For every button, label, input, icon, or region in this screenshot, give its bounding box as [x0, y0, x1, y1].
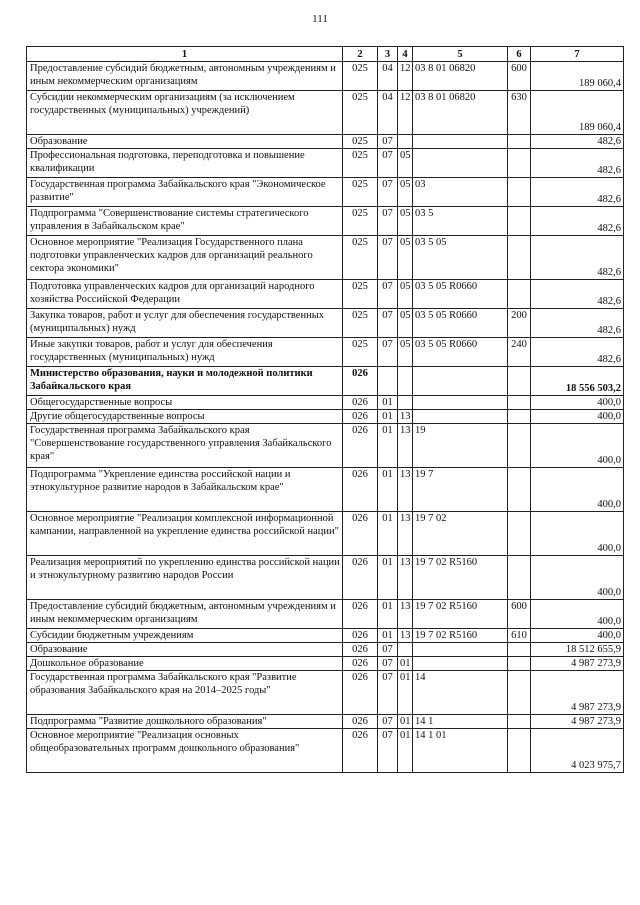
- row-code-department: 026: [343, 396, 378, 410]
- row-code-expense-type: [508, 207, 531, 236]
- row-name: Государственная программа Забайкальского края "Экономическое развитие": [27, 178, 343, 207]
- row-code-target-article: 14 1: [413, 715, 508, 729]
- table-row: [27, 468, 624, 512]
- row-amount: 400,0: [531, 468, 624, 512]
- row-amount: 400,0: [531, 410, 624, 424]
- row-amount: 482,6: [531, 178, 624, 207]
- row-code-subsection: 13: [398, 410, 413, 424]
- row-code-department: 026: [343, 556, 378, 600]
- row-name: Субсидии некоммерческим организациям (за исключением государственных (муниципальных) учреждений): [27, 91, 343, 135]
- row-code-department: 026: [343, 629, 378, 643]
- row-code-section: 07: [378, 135, 398, 149]
- row-amount: 400,0: [531, 396, 624, 410]
- row-name: Дошкольное образование: [27, 657, 343, 671]
- row-code-section: 01: [378, 396, 398, 410]
- table-row: [27, 657, 624, 671]
- table-row: [27, 280, 624, 309]
- row-code-section: 07: [378, 729, 398, 773]
- row-code-department: 025: [343, 338, 378, 367]
- row-code-section: 01: [378, 410, 398, 424]
- row-code-subsection: 13: [398, 629, 413, 643]
- row-code-subsection: 01: [398, 671, 413, 715]
- row-name: Образование: [27, 135, 343, 149]
- row-code-target-article: 03 8 01 06820: [413, 91, 508, 135]
- row-amount: 482,6: [531, 207, 624, 236]
- row-amount: 482,6: [531, 149, 624, 178]
- row-code-expense-type: [508, 729, 531, 773]
- row-code-section: 01: [378, 468, 398, 512]
- table-row: [27, 62, 624, 91]
- row-code-section: 07: [378, 715, 398, 729]
- column-header: 2: [343, 47, 378, 62]
- row-code-target-article: 14: [413, 671, 508, 715]
- row-name: Реализация мероприятий по укреплению единства российской нации и этнокультурному развитию народов России: [27, 556, 343, 600]
- row-code-target-article: [413, 367, 508, 396]
- page-number: 111: [312, 13, 328, 25]
- row-code-expense-type: [508, 512, 531, 556]
- row-code-expense-type: [508, 280, 531, 309]
- row-code-target-article: [413, 410, 508, 424]
- row-amount: 400,0: [531, 556, 624, 600]
- row-amount: 482,6: [531, 338, 624, 367]
- table-row: [27, 643, 624, 657]
- row-name: Предоставление субсидий бюджетным, автономным учреждениям и иным некоммерческим организациям: [27, 62, 343, 91]
- row-code-expense-type: [508, 424, 531, 468]
- row-amount: 482,6: [531, 236, 624, 280]
- row-code-department: 025: [343, 280, 378, 309]
- row-code-section: 01: [378, 629, 398, 643]
- row-name: Закупка товаров, работ и услуг для обеспечения государственных (муниципальных) нужд: [27, 309, 343, 338]
- row-code-section: 01: [378, 556, 398, 600]
- table-row: [27, 600, 624, 629]
- row-code-expense-type: [508, 715, 531, 729]
- row-name: Государственная программа Забайкальского края "Совершенствование государственного управления Забайкальского края": [27, 424, 343, 468]
- row-code-subsection: [398, 396, 413, 410]
- row-code-expense-type: [508, 236, 531, 280]
- row-name: Подпрограмма "Совершенствование системы стратегического управления в Забайкальском крае": [27, 207, 343, 236]
- row-name: Подготовка управленческих кадров для организаций народного хозяйства Российской Федерации: [27, 280, 343, 309]
- row-code-section: 07: [378, 207, 398, 236]
- row-code-target-article: [413, 643, 508, 657]
- row-code-department: 026: [343, 468, 378, 512]
- row-amount: 189 060,4: [531, 62, 624, 91]
- row-amount: 482,6: [531, 280, 624, 309]
- row-code-target-article: 03 5: [413, 207, 508, 236]
- row-code-department: 025: [343, 236, 378, 280]
- row-code-expense-type: [508, 396, 531, 410]
- row-code-section: 04: [378, 62, 398, 91]
- row-code-expense-type: 610: [508, 629, 531, 643]
- row-name: Государственная программа Забайкальского края "Развитие образования Забайкальского края на 2014–2025 годы": [27, 671, 343, 715]
- row-code-subsection: 05: [398, 236, 413, 280]
- row-code-expense-type: [508, 410, 531, 424]
- column-header: 5: [413, 47, 508, 62]
- column-header: 4: [398, 47, 413, 62]
- row-code-subsection: [398, 367, 413, 396]
- row-name: Основное мероприятие "Реализация комплексной информационной кампании, направленной на укрепление единства российской нации": [27, 512, 343, 556]
- row-amount: 4 023 975,7: [531, 729, 624, 773]
- row-code-section: 01: [378, 512, 398, 556]
- row-name: Предоставление субсидий бюджетным, автономным учреждениям и иным некоммерческим организациям: [27, 600, 343, 629]
- row-code-expense-type: 600: [508, 62, 531, 91]
- row-code-subsection: 13: [398, 600, 413, 629]
- row-code-section: 07: [378, 309, 398, 338]
- row-amount: 18 556 503,2: [531, 367, 624, 396]
- row-amount: 400,0: [531, 424, 624, 468]
- table-row: [27, 135, 624, 149]
- row-code-expense-type: 200: [508, 309, 531, 338]
- row-code-target-article: 19 7 02: [413, 512, 508, 556]
- row-code-subsection: 13: [398, 468, 413, 512]
- row-code-section: 04: [378, 91, 398, 135]
- row-code-department: 026: [343, 424, 378, 468]
- row-code-subsection: 01: [398, 715, 413, 729]
- row-code-target-article: [413, 657, 508, 671]
- row-code-expense-type: [508, 149, 531, 178]
- row-code-target-article: [413, 149, 508, 178]
- row-code-expense-type: [508, 468, 531, 512]
- row-name: Общегосударственные вопросы: [27, 396, 343, 410]
- row-code-subsection: 05: [398, 207, 413, 236]
- table-row: [27, 671, 624, 715]
- row-code-expense-type: 630: [508, 91, 531, 135]
- budget-table: [26, 46, 624, 773]
- row-code-subsection: 05: [398, 338, 413, 367]
- row-code-target-article: 19 7 02 R5160: [413, 629, 508, 643]
- row-code-subsection: 01: [398, 729, 413, 773]
- row-code-section: 07: [378, 671, 398, 715]
- row-name: Профессиональная подготовка, переподготовка и повышение квалификации: [27, 149, 343, 178]
- row-code-department: 025: [343, 62, 378, 91]
- row-code-subsection: 05: [398, 280, 413, 309]
- row-name: Иные закупки товаров, работ и услуг для обеспечения государственных (муниципальных) нужд: [27, 338, 343, 367]
- table-row: [27, 410, 624, 424]
- table-row: [27, 512, 624, 556]
- row-amount: 189 060,4: [531, 91, 624, 135]
- row-code-subsection: 05: [398, 309, 413, 338]
- row-code-department: 025: [343, 178, 378, 207]
- row-code-target-article: 19 7 02 R5160: [413, 556, 508, 600]
- column-header: 1: [27, 47, 343, 62]
- row-name: Подпрограмма "Укрепление единства российской нации и этнокультурное развитие народов в Забайкальском крае": [27, 468, 343, 512]
- row-code-target-article: 03 5 05 R0660: [413, 280, 508, 309]
- row-code-department: 026: [343, 657, 378, 671]
- row-name: Министерство образования, науки и молодежной политики Забайкальского края: [27, 367, 343, 396]
- row-code-expense-type: [508, 367, 531, 396]
- row-code-expense-type: [508, 135, 531, 149]
- row-code-section: [378, 367, 398, 396]
- row-code-section: 07: [378, 643, 398, 657]
- table-row: [27, 236, 624, 280]
- row-code-target-article: 14 1 01: [413, 729, 508, 773]
- row-amount: 400,0: [531, 629, 624, 643]
- row-code-target-article: 19 7 02 R5160: [413, 600, 508, 629]
- column-header: 6: [508, 47, 531, 62]
- row-code-subsection: 13: [398, 424, 413, 468]
- table-row: [27, 338, 624, 367]
- row-code-expense-type: [508, 657, 531, 671]
- table-row: [27, 309, 624, 338]
- row-amount: 4 987 273,9: [531, 715, 624, 729]
- row-amount: 482,6: [531, 135, 624, 149]
- row-code-expense-type: [508, 643, 531, 657]
- row-code-section: 07: [378, 236, 398, 280]
- table-row: [27, 178, 624, 207]
- row-amount: 400,0: [531, 512, 624, 556]
- row-code-department: 025: [343, 309, 378, 338]
- table-row: [27, 207, 624, 236]
- table-header-row: [27, 47, 624, 62]
- table-row: [27, 556, 624, 600]
- row-code-target-article: 03 5 05 R0660: [413, 338, 508, 367]
- row-code-department: 026: [343, 671, 378, 715]
- row-code-section: 07: [378, 338, 398, 367]
- row-amount: 4 987 273,9: [531, 657, 624, 671]
- row-code-department: 026: [343, 410, 378, 424]
- table-row: [27, 424, 624, 468]
- row-code-department: 026: [343, 600, 378, 629]
- row-code-subsection: 12: [398, 62, 413, 91]
- row-amount: 400,0: [531, 600, 624, 629]
- row-name: Субсидии бюджетным учреждениям: [27, 629, 343, 643]
- row-code-department: 026: [343, 715, 378, 729]
- table-row: [27, 729, 624, 773]
- row-code-department: 025: [343, 207, 378, 236]
- row-code-subsection: 05: [398, 178, 413, 207]
- column-header: 7: [531, 47, 624, 62]
- row-code-target-article: 03 5 05 R0660: [413, 309, 508, 338]
- column-header: 3: [378, 47, 398, 62]
- table-row: [27, 367, 624, 396]
- table-row: [27, 149, 624, 178]
- row-amount: 482,6: [531, 309, 624, 338]
- table-row: [27, 629, 624, 643]
- row-amount: 4 987 273,9: [531, 671, 624, 715]
- row-name: Основное мероприятие "Реализация основных общеобразовательных программ дошкольного образования": [27, 729, 343, 773]
- table-row: [27, 396, 624, 410]
- row-code-department: 026: [343, 367, 378, 396]
- row-code-subsection: [398, 643, 413, 657]
- row-name: Подпрограмма "Развитие дошкольного образования": [27, 715, 343, 729]
- row-code-department: 025: [343, 135, 378, 149]
- row-code-target-article: [413, 135, 508, 149]
- row-code-section: 01: [378, 600, 398, 629]
- row-code-department: 026: [343, 643, 378, 657]
- row-name: Образование: [27, 643, 343, 657]
- row-code-subsection: 12: [398, 91, 413, 135]
- row-code-expense-type: 240: [508, 338, 531, 367]
- row-name: Другие общегосударственные вопросы: [27, 410, 343, 424]
- row-code-target-article: 19 7: [413, 468, 508, 512]
- row-code-section: 01: [378, 424, 398, 468]
- row-code-target-article: 03: [413, 178, 508, 207]
- row-name: Основное мероприятие "Реализация Государственного плана подготовки управленческих кадров для организаций реального сектора экономики": [27, 236, 343, 280]
- row-code-subsection: 13: [398, 512, 413, 556]
- row-code-expense-type: [508, 556, 531, 600]
- row-code-target-article: [413, 396, 508, 410]
- row-code-department: 025: [343, 149, 378, 178]
- row-code-target-article: 19: [413, 424, 508, 468]
- row-code-subsection: 05: [398, 149, 413, 178]
- row-code-subsection: [398, 135, 413, 149]
- row-code-target-article: 03 5 05: [413, 236, 508, 280]
- row-code-section: 07: [378, 178, 398, 207]
- row-code-department: 026: [343, 729, 378, 773]
- row-code-target-article: 03 8 01 06820: [413, 62, 508, 91]
- row-code-section: 07: [378, 280, 398, 309]
- row-code-section: 07: [378, 149, 398, 178]
- row-amount: 18 512 655,9: [531, 643, 624, 657]
- row-code-expense-type: [508, 178, 531, 207]
- row-code-department: 026: [343, 512, 378, 556]
- row-code-subsection: 01: [398, 657, 413, 671]
- table-row: [27, 715, 624, 729]
- row-code-department: 025: [343, 91, 378, 135]
- row-code-subsection: 13: [398, 556, 413, 600]
- row-code-expense-type: [508, 671, 531, 715]
- row-code-expense-type: 600: [508, 600, 531, 629]
- table-row: [27, 91, 624, 135]
- row-code-section: 07: [378, 657, 398, 671]
